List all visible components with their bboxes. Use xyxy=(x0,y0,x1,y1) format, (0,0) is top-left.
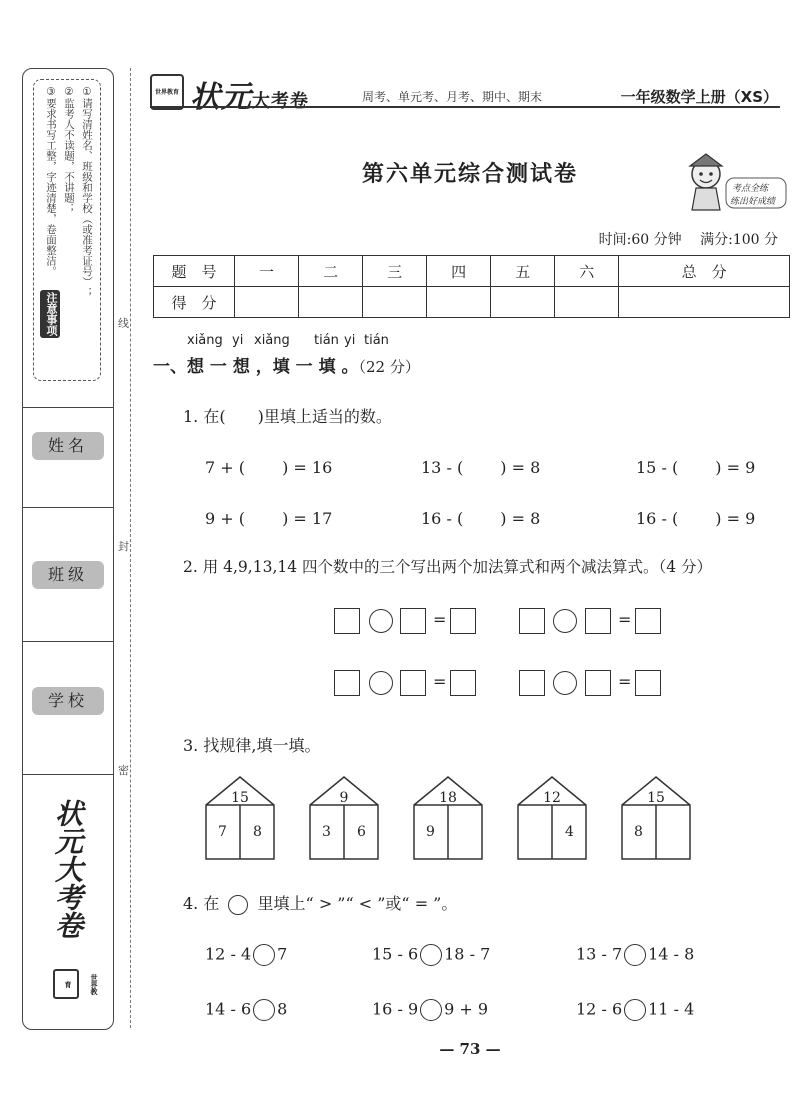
answer-box[interactable] xyxy=(519,670,545,696)
q4-prompt-pre: 4. 在 xyxy=(183,894,220,913)
notice-line-1: ①请写清姓名、班级和学校（或准考证号）； xyxy=(81,86,93,298)
brand-main: 状元 xyxy=(190,80,252,115)
cell-total: 总 分 xyxy=(619,256,790,287)
compare-item-6 xyxy=(576,999,694,1021)
compare-right: 9 + 9 xyxy=(444,999,489,1019)
page-number: — 73 — xyxy=(439,1040,501,1058)
q2-prompt: 2. 用 4,9,13,14 四个数中的三个写出两个加法算式和两个减法算式。（4 分） xyxy=(183,558,713,576)
compare-item-3 xyxy=(576,944,694,966)
cell-title: 题 号 xyxy=(154,256,235,287)
compare-right: 8 xyxy=(277,999,288,1019)
compare-item-2 xyxy=(372,944,490,966)
margin-mark-secret: 密 xyxy=(118,764,129,777)
compare-circle[interactable] xyxy=(253,999,275,1021)
cut-line xyxy=(130,68,131,1028)
house-left: 8 xyxy=(634,824,643,840)
notice-box xyxy=(33,79,101,381)
answer-box[interactable] xyxy=(585,608,611,634)
house-top: 12 xyxy=(543,790,561,806)
compare-left: 15 - 6 xyxy=(372,944,419,964)
compare-circle[interactable] xyxy=(420,999,442,1021)
equals-sign: = xyxy=(618,610,632,629)
compare-left: 12 - 4 xyxy=(205,944,252,964)
operator-circle[interactable] xyxy=(553,609,577,633)
house-top: 15 xyxy=(647,790,665,806)
answer-box[interactable] xyxy=(334,670,360,696)
score-input-total[interactable] xyxy=(619,287,790,318)
answer-box[interactable] xyxy=(400,670,426,696)
mascot-slogan-1: 考点全练 xyxy=(732,184,769,194)
q1-eq-1-3[interactable]: 15 - ( ) = 9 xyxy=(636,458,756,477)
house-right: 8 xyxy=(253,824,262,840)
house-outline-icon xyxy=(621,776,691,860)
class-label: 班级 xyxy=(32,561,104,589)
operator-circle[interactable] xyxy=(553,671,577,695)
score-input-2[interactable] xyxy=(299,287,363,318)
section-1-heading: 一、想 一 想 ，填 一 填 。 xyxy=(153,357,359,377)
q1-eq-2-2[interactable]: 16 - ( ) = 8 xyxy=(421,509,541,528)
house-left: 3 xyxy=(322,824,331,840)
mascot-illustration xyxy=(680,148,790,218)
compare-left: 12 - 6 xyxy=(576,999,623,1019)
score-input-4[interactable] xyxy=(427,287,491,318)
compare-item-1 xyxy=(205,944,287,966)
q1-eq-2-3[interactable]: 16 - ( ) = 9 xyxy=(636,509,756,528)
q1-eq-2-1[interactable]: 9 + ( ) = 17 xyxy=(205,509,333,528)
compare-item-4 xyxy=(205,999,287,1021)
compare-right: 7 xyxy=(277,944,288,964)
header-rule xyxy=(150,106,780,108)
strip-divider xyxy=(23,641,113,642)
compare-item-5 xyxy=(372,999,488,1021)
cell-6: 六 xyxy=(555,256,619,287)
q4-prompt-post: 里填上“ > ”“ < ”或“ = ”。 xyxy=(257,894,458,913)
name-label: 姓名 xyxy=(32,432,104,460)
strip-publisher-logo xyxy=(53,969,99,999)
score-input-1[interactable] xyxy=(235,287,299,318)
pinyin-6: tián xyxy=(364,333,389,348)
notice-line-2: ②监考人不读题，不讲题； xyxy=(63,86,75,214)
compare-circle[interactable] xyxy=(420,944,442,966)
house-right: 6 xyxy=(357,824,366,840)
score-input-5[interactable] xyxy=(491,287,555,318)
binding-strip xyxy=(22,68,114,1030)
publisher-logo xyxy=(150,74,184,110)
cell-score-label: 得 分 xyxy=(154,287,235,318)
time-info: 时间:60 分钟 满分:100 分 xyxy=(598,232,778,248)
score-value-row xyxy=(154,287,790,318)
q3-prompt: 3. 找规律,填一填。 xyxy=(183,736,321,755)
compare-left: 16 - 9 xyxy=(372,999,419,1019)
compare-right: 18 - 7 xyxy=(444,944,491,964)
answer-box[interactable] xyxy=(334,608,360,634)
circle-icon xyxy=(228,895,248,915)
house-4 xyxy=(517,776,587,860)
pinyin-3: xiǎng xyxy=(254,333,290,348)
pinyin-2: yi xyxy=(232,333,244,348)
house-left: 9 xyxy=(426,824,435,840)
house-outline-icon xyxy=(205,776,275,860)
score-table xyxy=(153,255,790,318)
margin-mark-seal: 封 xyxy=(118,540,129,553)
equals-sign: = xyxy=(433,672,447,691)
house-5 xyxy=(621,776,691,860)
q1-eq-1-2[interactable]: 13 - ( ) = 8 xyxy=(421,458,541,477)
margin-mark-line: 线 xyxy=(118,317,129,330)
mascot-slogan-2: 练出好成绩 xyxy=(730,197,776,207)
strip-publisher-text: 世界教育 xyxy=(64,973,99,995)
strip-brand: 状元大考卷 xyxy=(51,799,84,939)
house-3 xyxy=(413,776,483,860)
compare-right: 11 - 4 xyxy=(648,999,695,1019)
house-top: 9 xyxy=(339,790,349,806)
compare-right: 14 - 8 xyxy=(648,944,695,964)
notice-title: 注意事项 xyxy=(40,290,60,338)
compare-circle[interactable] xyxy=(624,999,646,1021)
notice-line-3: ③要求书写工整，字迹清楚，卷面整洁。 xyxy=(45,86,57,277)
house-1 xyxy=(205,776,275,860)
house-right: 4 xyxy=(565,824,574,840)
compare-left: 13 - 7 xyxy=(576,944,623,964)
strip-divider xyxy=(23,507,113,508)
pinyin-5: yi xyxy=(344,333,356,348)
grade-label: 一年级数学上册（XS） xyxy=(620,88,778,106)
brand-sub: 大考卷 xyxy=(252,91,309,112)
operator-circle[interactable] xyxy=(369,609,393,633)
score-input-6[interactable] xyxy=(555,287,619,318)
pinyin-4: tián xyxy=(314,333,339,348)
score-header-row xyxy=(154,256,790,287)
section-1-title xyxy=(153,352,420,377)
brand-logo xyxy=(190,72,309,116)
cell-4: 四 xyxy=(427,256,491,287)
cell-2: 二 xyxy=(299,256,363,287)
house-outline-icon xyxy=(309,776,379,860)
strip-divider xyxy=(23,407,113,408)
house-outline-icon xyxy=(413,776,483,860)
page-title: 第六单元综合测试卷 xyxy=(361,162,578,187)
house-top: 15 xyxy=(231,790,249,806)
strip-divider xyxy=(23,774,113,775)
pinyin-1: xiǎng xyxy=(187,333,223,348)
compare-circle[interactable] xyxy=(624,944,646,966)
house-top: 18 xyxy=(439,790,457,806)
equals-sign: = xyxy=(618,672,632,691)
school-label: 学校 xyxy=(32,687,104,715)
cell-3: 三 xyxy=(363,256,427,287)
cell-1: 一 xyxy=(235,256,299,287)
q1-eq-1-1[interactable]: 7 + ( ) = 16 xyxy=(205,458,333,477)
compare-left: 14 - 6 xyxy=(205,999,252,1019)
answer-box[interactable] xyxy=(635,670,661,696)
q1-prompt: 1. 在( )里填上适当的数。 xyxy=(183,407,392,426)
q4-prompt xyxy=(183,891,457,915)
section-1-points: （22 分） xyxy=(358,358,420,376)
answer-box[interactable] xyxy=(635,608,661,634)
answer-box[interactable] xyxy=(585,670,611,696)
compare-circle[interactable] xyxy=(253,944,275,966)
answer-box[interactable] xyxy=(450,608,476,634)
answer-box[interactable] xyxy=(519,608,545,634)
score-input-3[interactable] xyxy=(363,287,427,318)
house-outline-icon xyxy=(517,776,587,860)
publisher-text: 世界教育 xyxy=(154,89,179,96)
cell-5: 五 xyxy=(491,256,555,287)
answer-box[interactable] xyxy=(450,670,476,696)
operator-circle[interactable] xyxy=(369,671,393,695)
house-2 xyxy=(309,776,379,860)
equals-sign: = xyxy=(433,610,447,629)
exam-tags: 周考、单元考、月考、期中、期末 xyxy=(362,90,543,104)
house-left: 7 xyxy=(218,824,227,840)
answer-box[interactable] xyxy=(400,608,426,634)
